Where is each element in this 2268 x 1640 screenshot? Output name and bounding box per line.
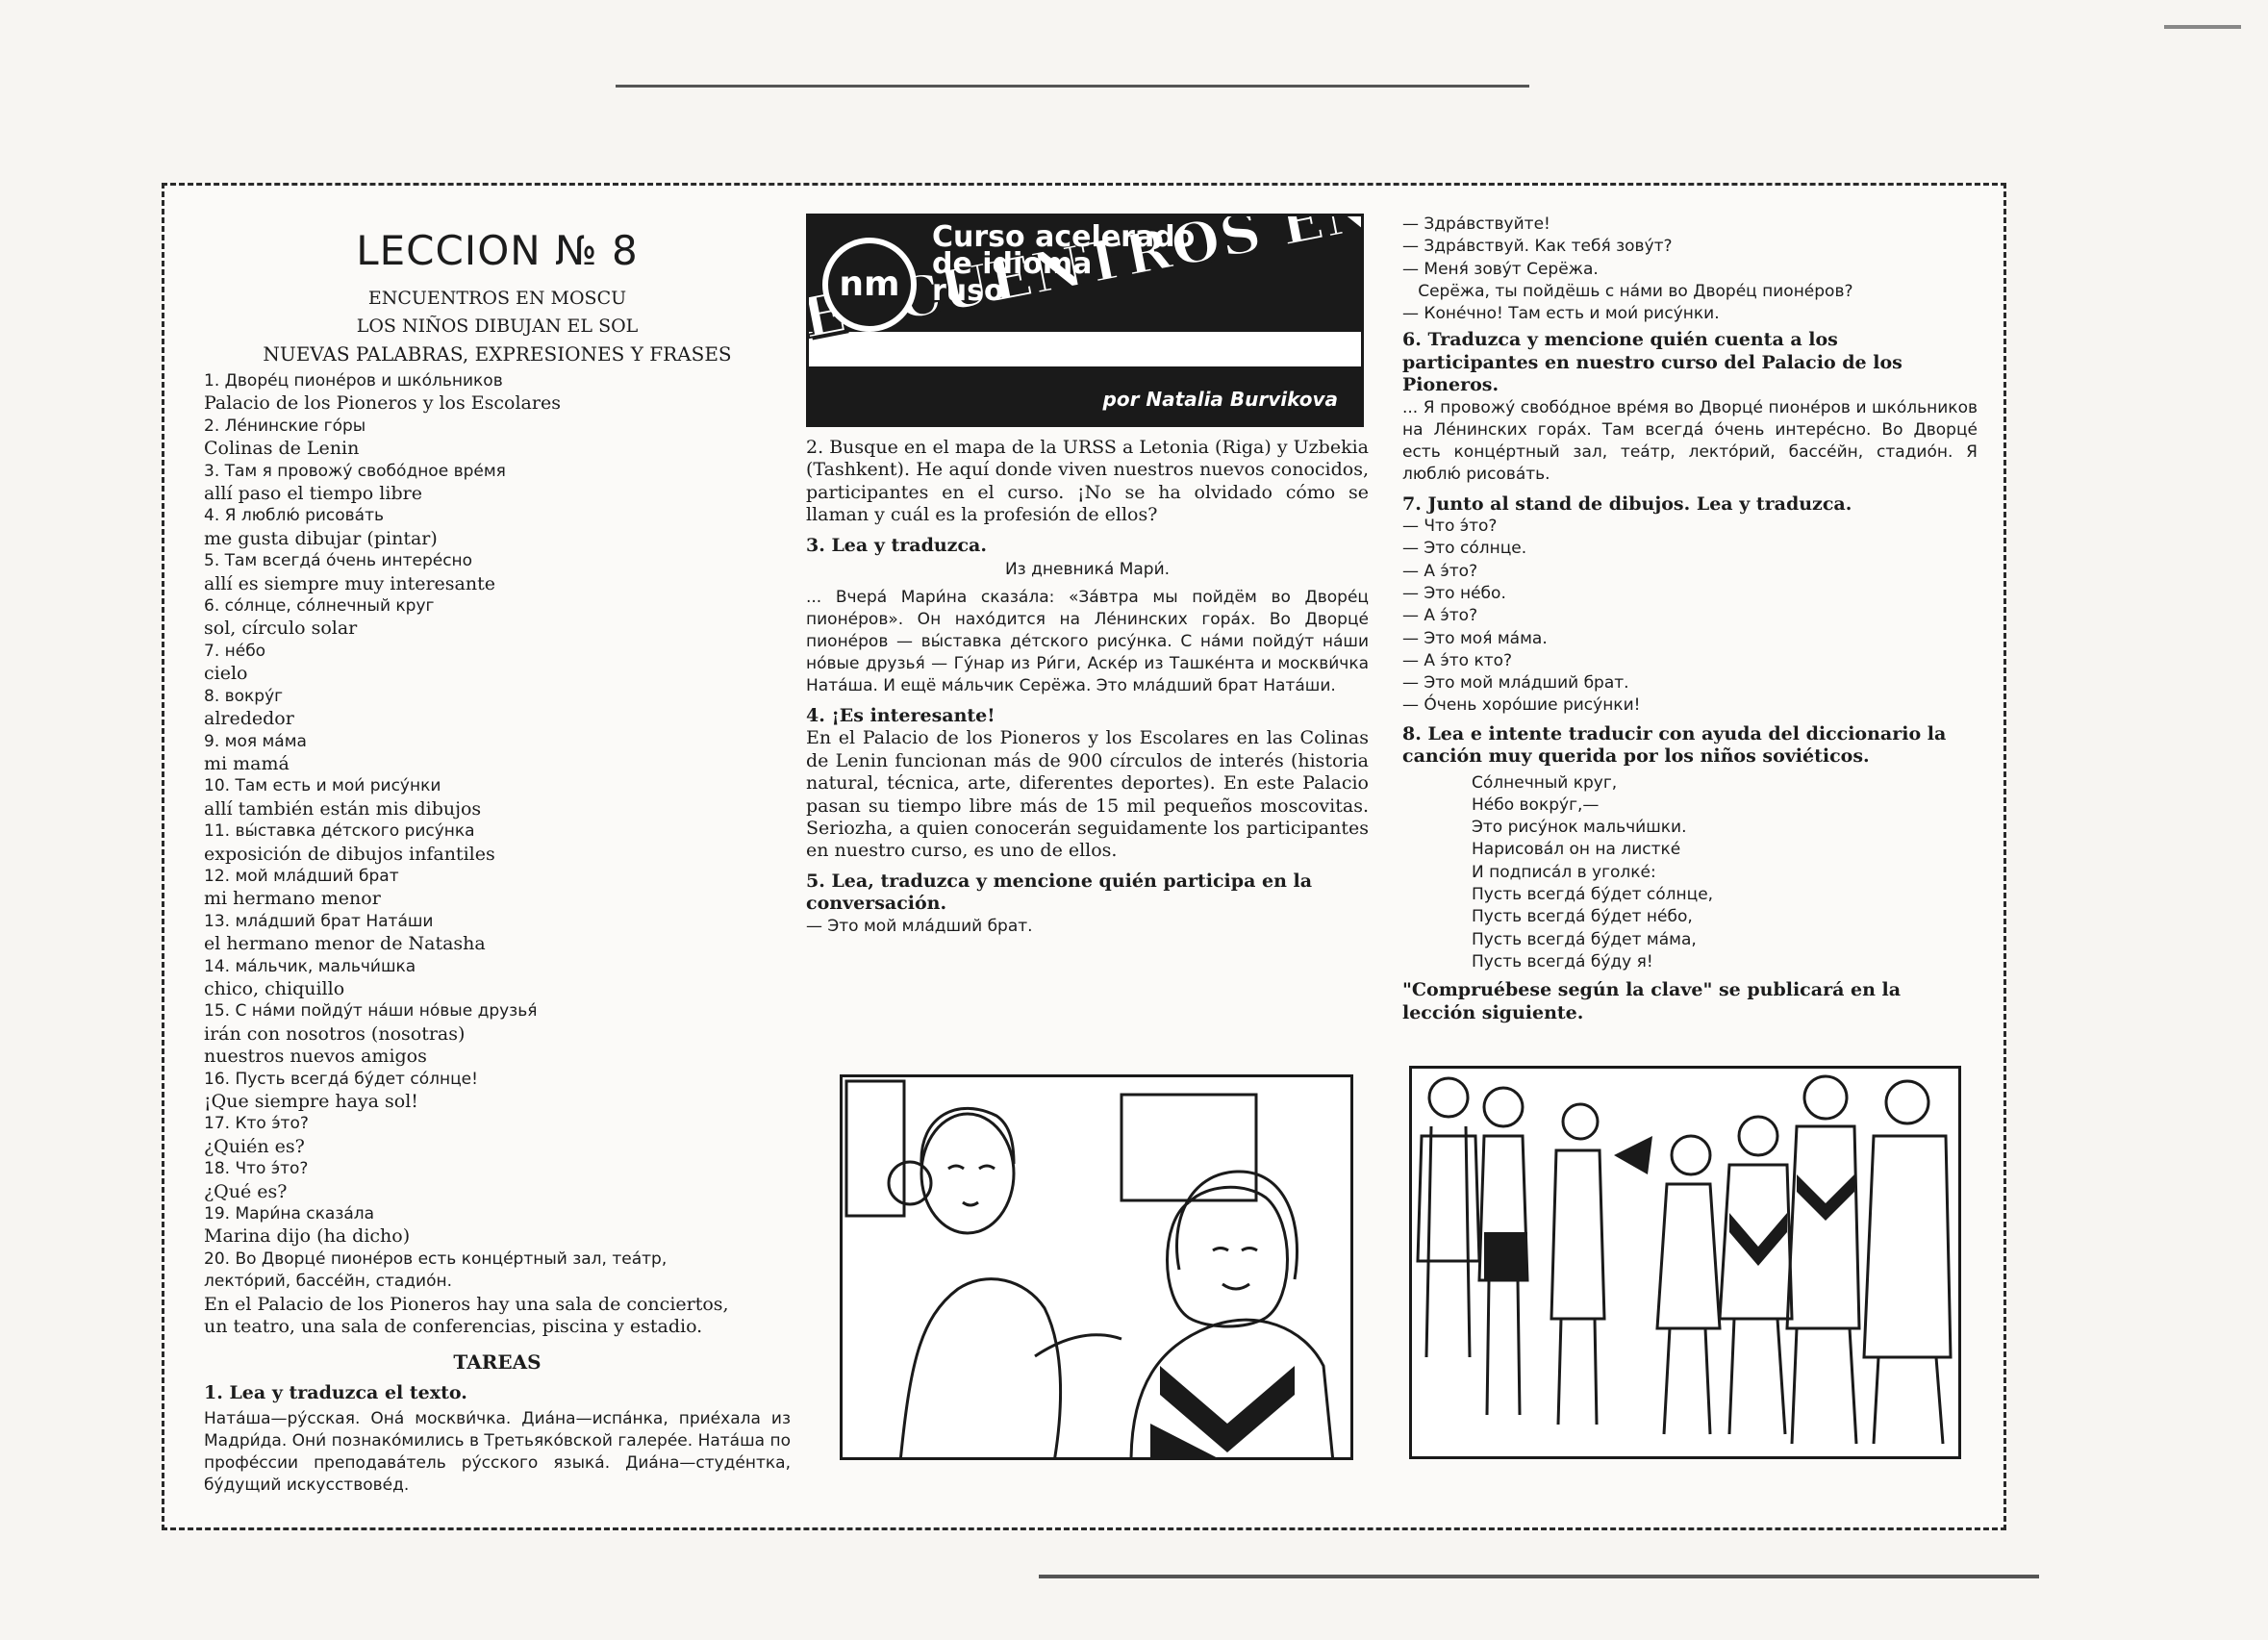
vocab-item-ru: 7. не́бо — [204, 641, 266, 661]
task6-text: ... Я провожу́ свобо́дное вре́мя во Дворце́ пионе́ров и шко́льников на Ле́нинских гора́х. Там всегда́ о́чень интере́сно. Во Дворце́ есть конце́ртный зал, теа́тр, лекто́рий, бассе́йн, стадио́н. Я люблю́ рисова́ть. — [1402, 397, 1978, 484]
song-line: Пусть всегда́ бу́дет ма́ма, — [1472, 929, 1697, 949]
vocab-item-es: mi hermano menor — [204, 888, 381, 910]
task5-line: — Это мой мла́дший брат. — [806, 916, 1033, 936]
song-line: Со́лнечный круг, — [1472, 772, 1618, 793]
course-banner — [806, 214, 1364, 427]
dialog-line: — Это со́лнце. — [1402, 539, 1527, 559]
dialog-line: — А э́то кто? — [1402, 650, 1513, 670]
song-line: И подписа́л в уголке́: — [1472, 862, 1656, 882]
dialog-line: — Что э́то? — [1402, 517, 1498, 537]
vocab-item-es: Marina dijo (ha dicho) — [204, 1225, 411, 1248]
scan-artifact-bottom — [1039, 1575, 2039, 1578]
vocab-item-ru: 20. Во Дворце́ пионе́ров есть конце́ртный зал, теа́тр, — [204, 1249, 668, 1269]
dialog-line: — А э́то? — [1402, 606, 1478, 626]
scan-artifact-top-right — [2164, 25, 2241, 29]
song-lyrics — [1402, 772, 1978, 974]
vocab-item-es: el hermano menor de Natasha — [204, 933, 486, 955]
dialog-drawings — [1402, 516, 1978, 718]
vocab-item-ru: 19. Мари́на сказа́ла — [204, 1204, 375, 1224]
vocab-item-ru: 6. со́лнце, со́лнечный круг — [204, 596, 435, 617]
course-line-2: de idioma — [932, 247, 1093, 281]
subtitle-3: NUEVAS PALABRAS, EXPRESIONES Y FRASES — [263, 342, 732, 366]
task5-title: 5. Lea, traduzca y mencione quién participa en la conversación. — [806, 870, 1313, 915]
song-line: Пусть всегда́ бу́дет со́лнце, — [1472, 885, 1714, 905]
vocab-item-es: ¡Que siempre haya sol! — [204, 1091, 418, 1112]
vocab-item-es: sol, círculo solar — [204, 618, 358, 640]
song-line: Пусть всегда́ бу́дет не́бо, — [1472, 907, 1693, 927]
vocab-item-es: allí paso el tiempo libre — [204, 483, 422, 505]
dialog-line: — Здра́вствуй. Как тебя́ зову́т? — [1402, 237, 1673, 257]
two-women-drawing-icon — [843, 1077, 1353, 1460]
vocab-item-ru: 1. Дворе́ц пионе́ров и шко́льников — [204, 371, 503, 391]
task6-title: 6. Traduzca y mencione quién cuenta a los participantes en nuestro curso del Palacio de los Pioneros. — [1402, 329, 1903, 396]
vocab-item-es: Colinas de Lenin — [204, 438, 360, 460]
dialog-line: — Это мой мла́дший брат. — [1402, 673, 1629, 694]
vocab-list — [204, 370, 791, 1338]
vocab-item-es: Palacio de los Pioneros y los Escolares — [204, 392, 561, 415]
vocab-item-ru: 15. С на́ми пойду́т на́ши но́вые друзья́ — [204, 1001, 538, 1022]
lesson-title: LECCION № 8 — [356, 227, 639, 274]
illustration-two-women — [840, 1074, 1353, 1460]
vocab-item-ru: 4. Я люблю́ рисова́ть — [204, 506, 385, 526]
banner-author: por Natalia Burvikova — [1102, 387, 1338, 411]
song-line: Пусть всегда́ бу́ду я! — [1472, 951, 1653, 971]
dialog-line: — О́чень хоро́шие рису́нки! — [1402, 695, 1641, 716]
dialog-line: Серёжа, ты пойдёшь с на́ми во Дворе́ц пионе́ров? — [1402, 281, 1853, 301]
footer-note: "Compruébese según la clave" se publicará en la lección siguiente. — [1402, 979, 1902, 1023]
vocab-item-ru: 14. ма́льчик, мальчи́шка — [204, 956, 416, 976]
nm-logo-icon: nm — [822, 238, 917, 332]
tareas-heading: TAREAS — [453, 1350, 542, 1375]
vocab-item-es: un teatro, una sala de conferencias, piscina y estadio. — [204, 1316, 703, 1338]
task3-title: 3. Lea y traduzca. — [806, 534, 987, 556]
course-line-3: ruso — [932, 274, 1004, 308]
task1-text: Ната́ша—ру́сская. Она́ москви́чка. Диа́на—испа́нка, прие́хала из Мадри́да. Они́ познако́мились в Третьяко́вской галере́е. Ната́ша по профе́ссии преподава́тель ру́сского языка́. Диа́на—студе́нтка, бу́дущий искусствове́д. — [204, 1409, 791, 1496]
vocab-item-ru: 5. Там всегда́ о́чень интере́сно — [204, 551, 473, 571]
song-line: Не́бо вокру́г,— — [1472, 795, 1600, 815]
vocab-item-es: ¿Quién es? — [204, 1135, 305, 1157]
vocab-item-es: nuestros nuevos amigos — [204, 1046, 427, 1068]
illustration-group-of-people — [1409, 1066, 1961, 1459]
song-line: Нарисова́л он на листке́ — [1472, 840, 1681, 860]
task3-text: ... Вчера́ Мари́на сказа́ла: «За́втра мы пойдём во Дворе́ц пионе́ров». Он нахо́дится на Ле́нинских гора́х. Во Дворце́ пионе́ров — вы́ставка де́тского рису́нка. С на́ми пойду́т на́ши но́вые друзья́ — Гу́нар из Ри́ги, Аске́р из Ташке́нта и москви́чка Ната́ша. И ещё ма́льчик Серёжа. Это мла́дший брат Ната́ши. — [806, 588, 1369, 696]
vocab-item-ru: 9. моя ма́ма — [204, 731, 307, 751]
vocab-item-ru: 8. вокру́г — [204, 686, 284, 706]
vocab-item-es: chico, chiquillo — [204, 977, 345, 999]
course-line-1: Curso acelerado — [932, 220, 1196, 254]
task1-title: 1. Lea y traduzca el texto. — [204, 1381, 467, 1403]
dialog-greeting — [1402, 214, 1978, 325]
subtitle-1: ENCUENTROS EN MOSCU — [367, 288, 627, 309]
banner-main-title: ENCUENTROS — [806, 214, 1268, 352]
vocab-item-es: exposición de dibujos infantiles — [204, 843, 495, 865]
vocab-item-es: mi mamá — [204, 752, 290, 774]
dialog-line: — А э́то? — [1402, 561, 1478, 581]
vocab-item-es: irán con nosotros (nosotras) — [204, 1022, 466, 1045]
vocab-item-es: allí es siempre muy interesante — [204, 572, 495, 594]
task3-subtitle: Из дневника́ Мари́. — [1004, 560, 1171, 580]
subtitle-2: LOS NIÑOS DIBUJAN EL SOL — [356, 315, 639, 337]
song-line: Это рису́нок мальчи́шки. — [1472, 818, 1687, 838]
task7-title: 7. Junto al stand de dibujos. Lea y traduzca. — [1402, 492, 1852, 515]
scan-artifact-top — [616, 85, 1529, 88]
dialog-line: — Это не́бо. — [1402, 584, 1506, 603]
task4-text: En el Palacio de los Pioneros y los Escolares en las Colinas de Lenin funcionan más de 900 círculos de interés (historia natural, técnica, arte, diferentes deportes). En este Palacio pasan su tiempo libre más de 15 mil pequeños moscovitas. Seriozha, a quien conocerán seguidamente los participantes en nuestro curso, es uno de ellos. — [806, 727, 1369, 862]
vocab-item-ru: 11. вы́ставка де́тского рису́нка — [204, 821, 475, 842]
vocab-item-ru: 3. Там я провожу́ свобо́дное вре́мя — [204, 461, 506, 481]
task2-text: 2. Busque en el mapa de la URSS a Letonia (Riga) y Uzbekia (Tashkent). He aquí donde viven nuestros nuevos conocidos, participantes en el curso. ¡No se ha olvidado cómo se llaman y cuál es la profesión de ellos? — [806, 437, 1369, 526]
vocab-item-ru: 10. Там есть и мои́ рису́нки — [204, 776, 441, 796]
vocab-item-es: ¿Qué es? — [204, 1180, 288, 1202]
vocab-item-es: me gusta dibujar (pintar) — [204, 527, 438, 549]
column-vocabulary — [204, 223, 791, 1497]
vocab-item-ru: 12. мой мла́дший брат — [204, 866, 399, 886]
column-middle — [806, 214, 1369, 938]
vocab-item-es: alrededor — [204, 708, 294, 730]
task4-title: 4. ¡Es interesante! — [806, 705, 995, 727]
vocab-item-ru: 17. Кто э́то? — [204, 1114, 309, 1134]
dialog-line: — Здра́вствуйте! — [1402, 214, 1550, 234]
vocab-item-es: allí también están mis dibujos — [204, 797, 482, 820]
vocab-item-es: cielo — [204, 663, 248, 685]
vocab-item-ru: 13. мла́дший брат Ната́ши — [204, 911, 434, 931]
vocab-item-es: En el Palacio de los Pioneros hay una sala de conciertos, — [204, 1293, 729, 1315]
vocab-item-ru: 18. Что э́то? — [204, 1159, 309, 1179]
dialog-line: — Коне́чно! Там есть и мои́ рису́нки. — [1402, 304, 1720, 324]
column-right — [1402, 214, 1978, 1024]
course-title — [932, 220, 1196, 308]
dialog-line: — Это моя́ ма́ма. — [1402, 628, 1548, 648]
task8-title: 8. Lea e intente traducir con ayuda del diccionario la canción muy querida por los niños soviéticos. — [1402, 722, 1947, 768]
vocab-item-ru: 16. Пусть всегда́ бу́дет со́лнце! — [204, 1069, 478, 1089]
vocab-item-ru: 2. Ле́нинские го́ры — [204, 416, 366, 436]
vocab-item-ru: лекто́рий, бассе́йн, стадио́н. — [204, 1272, 453, 1292]
group-drawing-icon — [1412, 1069, 1961, 1459]
dialog-line: — Меня́ зову́т Серёжа. — [1402, 259, 1599, 279]
